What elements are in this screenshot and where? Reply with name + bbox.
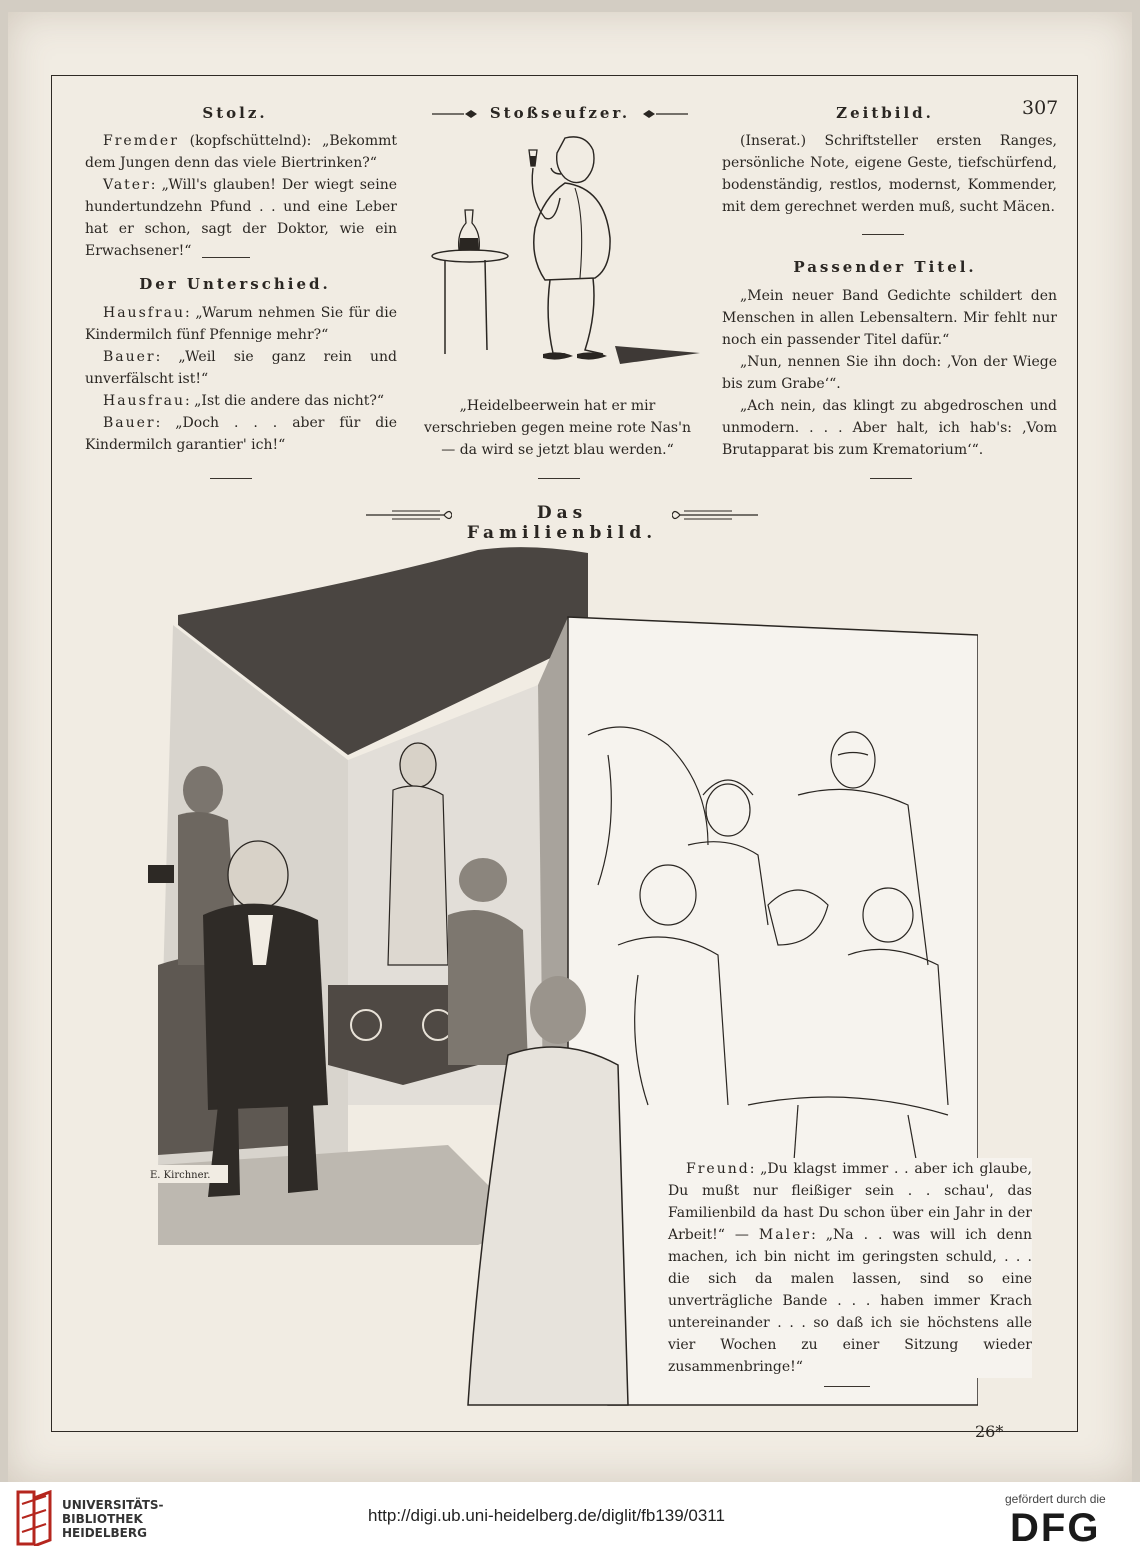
sheet-signature: 26* bbox=[975, 1422, 1004, 1441]
speaker: Maler bbox=[758, 1227, 812, 1243]
caption-heidelbeerwein: „Heidelbeerwein hat er mir verschrieben gegen meine rote Nas'n — da wird se jetzt blau werden.“ bbox=[424, 398, 691, 458]
dialogue: : „Na . . was will ich denn machen, ich bin nicht im geringsten schuld, . . . die sich da malen lassen, sind so eine unverträgliche Bande . . . haben immer Krach untereinander . . . so daß ich sie höchstens alle vier Wochen zu einer Sitzung wieder zusammenbringe!“ bbox=[668, 1227, 1032, 1375]
dialogue: : „Ist die andere das nicht?“ bbox=[185, 393, 385, 409]
paragraph: „Nun, nennen Sie ihn doch: ‚Von der Wiege bis zum Grabe‘“. bbox=[722, 354, 1057, 392]
speaker: Fremder bbox=[103, 133, 179, 149]
funded-by-label: gefördert durch die bbox=[1005, 1492, 1106, 1506]
title-stossseufzer: Stoßseufzer. bbox=[489, 104, 631, 122]
paragraph bbox=[85, 302, 397, 346]
permalink-url[interactable]: http://digi.ub.uni-heidelberg.de/diglit/fb139/0311 bbox=[368, 1506, 725, 1525]
divider bbox=[824, 1386, 870, 1387]
caption-familienbild bbox=[668, 1158, 1032, 1378]
library-line: HEIDELBERG bbox=[62, 1526, 147, 1540]
paragraph: „Mein neuer Band Gedichte schildert den Menschen in allen Lebensaltern. Mir fehlt nur noch ein passender Titel dafür.“ bbox=[722, 288, 1057, 348]
title-unterschied: Der Unterschied. bbox=[139, 275, 331, 293]
speaker: Bauer bbox=[103, 349, 156, 365]
footer-bar bbox=[0, 1482, 1140, 1559]
title-zeitbild: Zeitbild. bbox=[836, 104, 934, 122]
title-familienbild: Das Familienbild. bbox=[466, 503, 658, 543]
text-stolz bbox=[85, 130, 397, 262]
dfg-logo: DFG bbox=[1010, 1506, 1101, 1550]
paragraph: „Ach nein, das klingt zu abgedroschen und unmodern. . . . Aber halt, ich hab's: ‚Vom Brutapparat bis zum Krematorium‘“. bbox=[722, 398, 1057, 458]
dialogue: (kopfschüttelnd): „Bekommt dem Jungen denn das viele Biertrinken?“ bbox=[85, 133, 397, 171]
title-stolz: Stolz. bbox=[202, 104, 268, 122]
text-zeitbild bbox=[722, 130, 1057, 218]
page-number: 307 bbox=[1022, 97, 1059, 119]
dialogue: : „Warum nehmen Sie für die Kindermilch fünf Pfennige mehr?“ bbox=[85, 305, 397, 343]
dialogue: : „Doch . . . aber für die Kindermilch garantier' ich!“ bbox=[85, 415, 397, 453]
text-passender-titel bbox=[722, 285, 1057, 461]
ornament-left bbox=[432, 108, 480, 120]
illustration-drinking-man bbox=[425, 128, 705, 378]
title-passender-titel: Passender Titel. bbox=[793, 258, 977, 276]
paragraph bbox=[85, 130, 397, 174]
divider bbox=[870, 478, 912, 479]
paragraph bbox=[85, 346, 397, 390]
dialogue: : „Will's glauben! Der wiegt seine hundertundzehn Pfund . . und eine Leber hat er schon, sagt der Doktor, wie ein Erwachsener!“ bbox=[85, 177, 397, 259]
dialogue: : „Du klagst immer . . aber ich glaube, Du mußt nur fleißiger sein . . schau', das Familienbild da hast Du schon über ein Jahr in der Arbeit!“ — bbox=[668, 1161, 1032, 1243]
speaker: Hausfrau bbox=[103, 393, 185, 409]
divider bbox=[538, 478, 580, 479]
library-logo-icon bbox=[16, 1490, 54, 1546]
speaker: Vater bbox=[103, 177, 151, 193]
library-line: UNIVERSITÄTS- bbox=[62, 1498, 164, 1512]
divider bbox=[862, 234, 904, 235]
divider bbox=[202, 257, 250, 258]
library-line: BIBLIOTHEK bbox=[62, 1512, 143, 1526]
dialogue: : „Weil sie ganz rein und unverfälscht ist!“ bbox=[85, 349, 397, 387]
paragraph bbox=[668, 1158, 1032, 1378]
speaker: Hausfrau bbox=[103, 305, 185, 321]
ornament-right bbox=[672, 508, 758, 522]
divider bbox=[210, 478, 252, 479]
ornament-left bbox=[366, 508, 452, 522]
paragraph bbox=[85, 390, 397, 412]
paragraph bbox=[85, 412, 397, 456]
paragraph: (Inserat.) Schriftsteller ersten Ranges, persönliche Note, eigene Geste, tiefschürfend, bodenständig, restlos, modernst, Kommender, mit dem gerechnet werden muß, sucht Mäcen. bbox=[722, 133, 1057, 215]
library-name bbox=[62, 1498, 164, 1540]
paragraph bbox=[85, 174, 397, 262]
text-unterschied bbox=[85, 302, 397, 456]
ornament-right bbox=[640, 108, 688, 120]
speaker: Bauer bbox=[103, 415, 156, 431]
artist-signature: E. Kirchner. bbox=[150, 1170, 211, 1181]
speaker: Freund bbox=[686, 1161, 750, 1177]
